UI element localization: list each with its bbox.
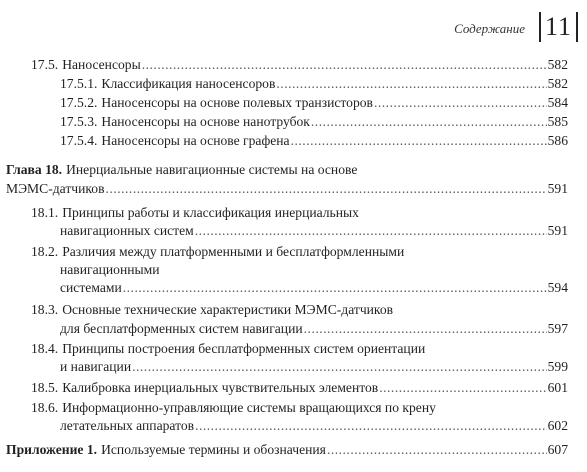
leader-dots xyxy=(132,358,547,375)
entry-title: Наносенсоры xyxy=(62,57,141,72)
entry-number: 18.3. xyxy=(31,302,59,317)
leader-dots xyxy=(379,379,546,396)
entry-title: Информационно-управляющие системы вращающихся по крену xyxy=(62,400,436,415)
running-title: Содержание xyxy=(454,21,525,36)
page-number: 11 xyxy=(539,12,578,42)
entry-page: 582 xyxy=(547,76,568,91)
entry-page: 584 xyxy=(547,95,568,110)
leader-dots xyxy=(304,320,547,337)
entry-title: Наносенсоры на основе полевых транзисторов xyxy=(101,95,373,110)
entry-page: 594 xyxy=(547,280,568,295)
entry-title-cont: навигационными xyxy=(60,262,160,277)
entry-title-cont: навигационных систем xyxy=(60,223,194,238)
entry-title: Наносенсоры на основе графена xyxy=(101,133,290,148)
entry-page: 585 xyxy=(547,114,568,129)
entry-page: 599 xyxy=(547,359,568,374)
entry-number: 17.5.2. xyxy=(60,95,98,110)
entry-title: Наносенсоры на основе нанотрубок xyxy=(101,114,310,129)
leader-dots xyxy=(374,94,547,111)
entry-title: Инерциальные навигационные системы на основе xyxy=(66,162,358,177)
toc-entry-18-2-cont2[interactable] xyxy=(60,279,568,296)
toc-appendix-1[interactable] xyxy=(6,441,568,458)
leader-dots xyxy=(327,441,547,458)
entry-page: 591 xyxy=(547,181,568,196)
entry-number: 17.5.4. xyxy=(60,133,98,148)
entry-number: 17.5.3. xyxy=(60,114,98,129)
leader-dots xyxy=(195,417,547,434)
toc-entry-18-3[interactable] xyxy=(31,301,568,318)
leader-dots xyxy=(106,180,547,197)
entry-page: 602 xyxy=(547,418,568,433)
leader-dots xyxy=(291,132,547,149)
entry-title-cont: МЭМС-датчиков xyxy=(6,181,105,196)
leader-dots xyxy=(276,75,546,92)
leader-dots xyxy=(311,113,547,130)
toc-entry-18-6-cont[interactable] xyxy=(60,417,568,434)
entry-title-cont: системами xyxy=(60,280,122,295)
entry-title: Используемые термины и обозначения xyxy=(101,442,326,457)
toc-entry-18-6[interactable] xyxy=(31,399,568,416)
entry-title-cont: для бесплатформенных систем навигации xyxy=(60,321,303,336)
entry-page: 597 xyxy=(547,321,568,336)
leader-dots xyxy=(195,222,547,239)
toc-entry-17-5-4[interactable] xyxy=(60,132,568,149)
entry-number: 18.1. xyxy=(31,205,59,220)
toc-entry-18-1[interactable] xyxy=(31,204,568,221)
toc-chapter-18[interactable] xyxy=(6,161,568,178)
entry-title: Основные технические характеристики МЭМС-датчиков xyxy=(62,302,394,317)
entry-number: 18.6. xyxy=(31,400,59,415)
toc-entry-17-5-1[interactable] xyxy=(60,75,568,92)
toc-chapter-18-cont[interactable] xyxy=(6,180,568,197)
entry-number: 17.5. xyxy=(31,57,59,72)
toc-entry-17-5-3[interactable] xyxy=(60,113,568,130)
running-head xyxy=(0,12,587,42)
leader-dots xyxy=(142,56,547,73)
entry-page: 591 xyxy=(547,223,568,238)
toc-entry-17-5-2[interactable] xyxy=(60,94,568,111)
toc-entry-18-3-cont[interactable] xyxy=(60,320,568,337)
entry-title: Принципы построения бесплатформенных систем ориентации xyxy=(62,341,426,356)
entry-number: 18.4. xyxy=(31,341,59,356)
toc-entry-17-5[interactable] xyxy=(31,56,568,73)
entry-page: 601 xyxy=(547,380,568,395)
entry-title-cont: летательных аппаратов xyxy=(60,418,195,433)
entry-number: 18.2. xyxy=(31,244,59,259)
entry-title: Классификация наносенсоров xyxy=(101,76,276,91)
entry-page: 607 xyxy=(547,442,568,457)
toc-entry-18-4-cont[interactable] xyxy=(60,358,568,375)
entry-number: 18.5. xyxy=(31,380,59,395)
entry-page: 582 xyxy=(547,57,568,72)
entry-page: 586 xyxy=(547,133,568,148)
entry-number: 17.5.1. xyxy=(60,76,98,91)
entry-title: Различия между платформенными и бесплатформленными xyxy=(62,244,405,259)
toc-entry-18-1-cont[interactable] xyxy=(60,222,568,239)
toc-entry-18-2-cont[interactable] xyxy=(60,261,568,278)
toc-entry-18-2[interactable] xyxy=(31,243,568,260)
toc-entry-18-5[interactable] xyxy=(31,379,568,396)
entry-title: Калибровка инерциальных чувствительных элементов xyxy=(62,380,379,395)
entry-title-cont: и навигации xyxy=(60,359,132,374)
leader-dots xyxy=(123,279,547,296)
chapter-label: Глава 18. xyxy=(6,162,63,177)
entry-title: Принципы работы и классификация инерциальных xyxy=(62,205,359,220)
toc-entry-18-4[interactable] xyxy=(31,340,568,357)
appendix-label: Приложение 1. xyxy=(6,442,98,457)
